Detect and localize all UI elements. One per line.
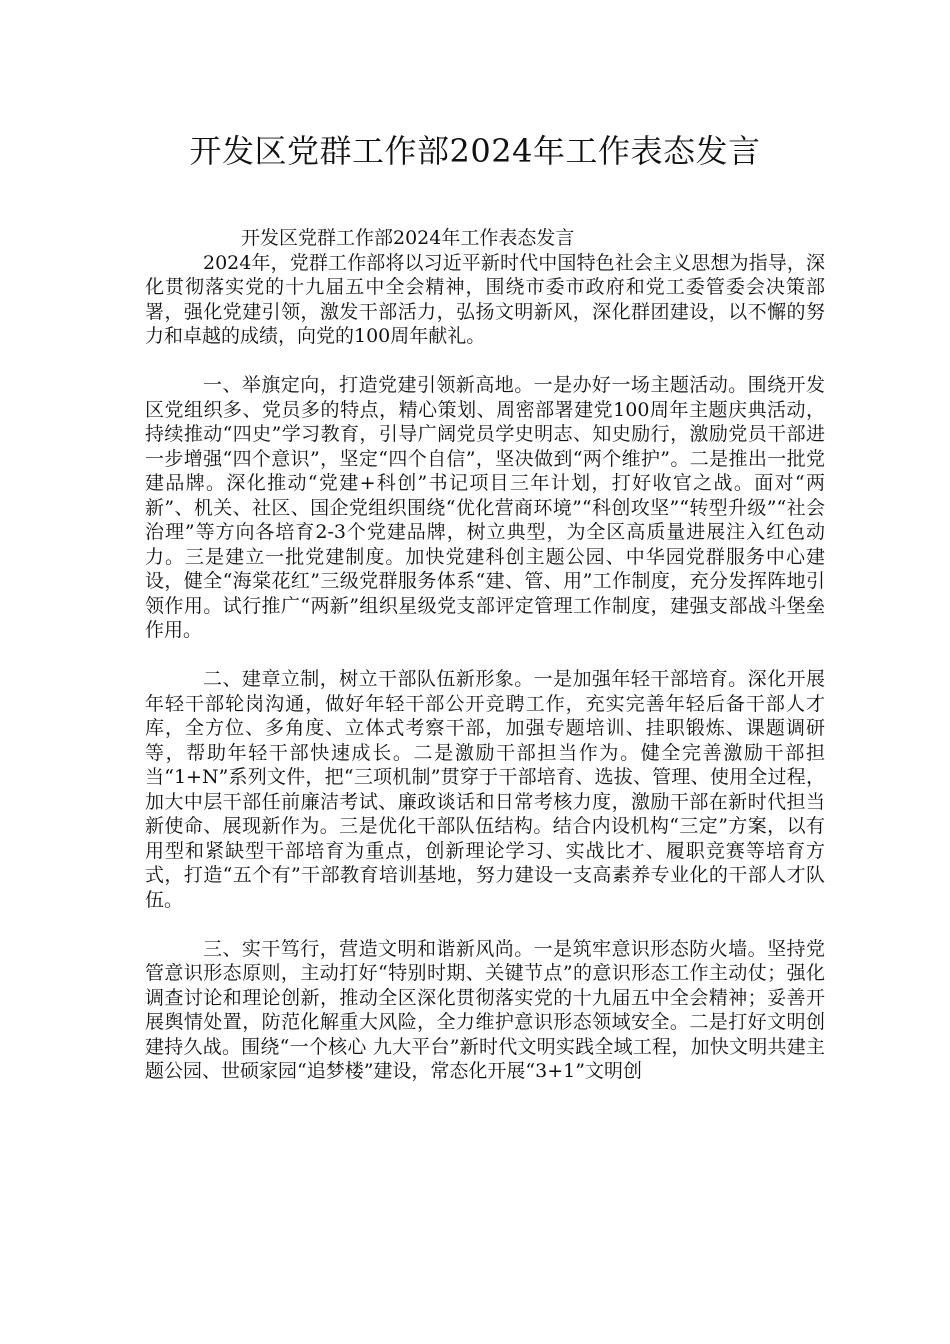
paragraph-section-1: 一、举旗定向，打造党建引领新高地。一是办好一场主题活动。围绕开发区党组织多、党员多的特点，精心策划、周密部署建党100周年主题庆典活动，持续推动“四史”学习教育，引导广阔党员学史明志、知史励行，激励党员干部进一步增强“四个意识”，坚定“四个自信”，坚决做到“两个维护”。二是推出一批党建品牌。深化推动“党建+科创”书记项目三年计划，打好收官之战。面对“两新”、机关、社区、国企党组织围绕“优化营商环境”“科创攻坚”“转型升级”“社会治理”等方向各培育2-3个党建品牌，树立典型，为全区高质量进展注入红色动力。三是建立一批党建制度。加快党建科创主题公园、中华园党群服务中心建设，健全“海棠花红”三级党群服务体系“建、管、用”工作制度，充分发挥阵地引领作用。试行推广“两新”组织星级党支部评定管理工作制度，建强支部战斗堡垒作用。 [145, 374, 825, 641]
paragraph-intro: 2024年，党群工作部将以习近平新时代中国特色社会主义思想为指导，深化贯彻落实党的十九届五中全会精神，围绕市委市政府和党工委管委会决策部署，强化党建引领，激发干部活力，弘扬文明新风，深化群团建设，以不懈的努力和卓越的成绩，向党的100周年献礼。 [145, 251, 825, 347]
document-title: 开发区党群工作部2024年工作表态发言 [189, 132, 761, 170]
document-subtitle: 开发区党群工作部2024年工作表态发言 [241, 227, 575, 249]
document-body [145, 226, 825, 1108]
paragraph-section-2: 二、建章立制，树立干部队伍新形象。一是加强年轻干部培育。深化开展年轻干部轮岗沟通，做好年轻干部公开竞聘工作，充实完善年轻后备干部人才库，全方位、多角度、立体式考察干部，加强专题培训、挂职锻炼、课题调研等，帮助年轻干部快速成长。二是激励干部担当作为。健全完善激励干部担当“1+N”系列文件，把“三项机制”贯穿于干部培育、选拔、管理、使用全过程，加大中层干部任前廉洁考试、廉政谈话和日常考核力度，激励干部在新时代担当新使命、展现新作为。三是优化干部队伍结构。结合内设机构“三定”方案，以有用型和紧缺型干部培育为重点，创新理论学习、实战比才、履职竞赛等培育方式，打造“五个有”干部教育培训基地，努力建设一支高素养专业化的干部人才队伍。 [145, 668, 825, 911]
paragraph-section-3: 三、实干笃行，营造文明和谐新风尚。一是筑牢意识形态防火墙。坚持党管意识形态原则，主动打好“特别时期、关键节点”的意识形态工作主动仗；强化调查讨论和理论创新，推动全区深化贯彻落实党的十九届五中全会精神；妥善开展舆情处置，防范化解重大风险，全力维护意识形态领域安全。二是打好文明创建持久战。围绕“一个核心 九大平台”新时代文明实践全域工程，加快文明共建主题公园、世硕家园“追梦楼”建设，常态化开展“3+1”文明创 [145, 937, 825, 1082]
